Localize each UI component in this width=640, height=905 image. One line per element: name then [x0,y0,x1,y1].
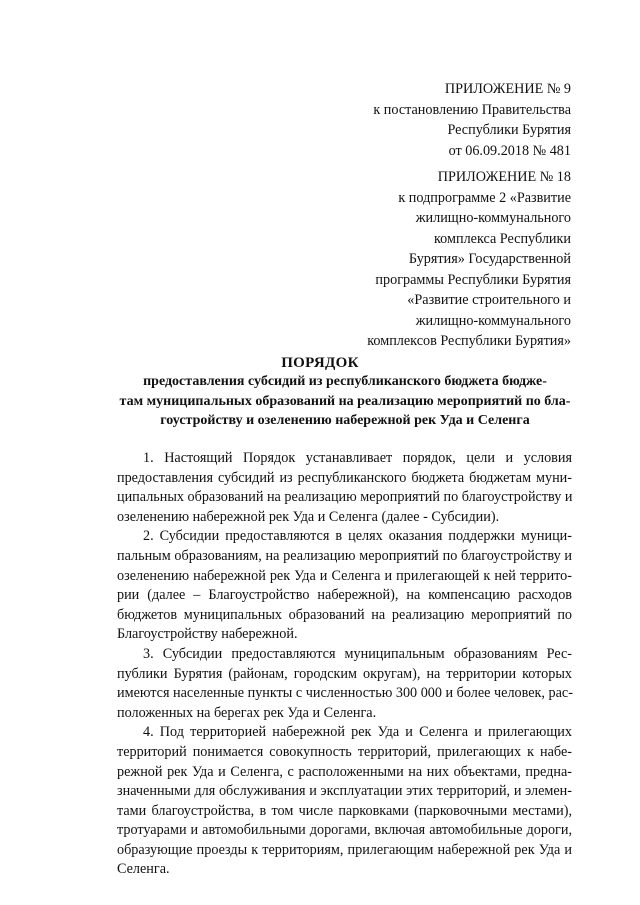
paragraph-line: ципальных образований на реализацию мероприятий по благоустройству и [117,489,573,506]
paragraph-line: тами благоустройства, в том числе парковками (парковочными местами), [117,802,572,819]
appendix-18-line: к подпрограмме 2 «Развитие [398,189,571,206]
appendix-18-line: комплекса Республики [434,230,571,247]
appendix-18-line: Бурятия» Государственной [408,251,571,267]
appendix-18-line: комплексов Республики Бурятия» [367,333,571,349]
paragraph-line: 2. Субсидии предоставляются в целях оказания поддержки муници- [143,528,572,545]
subtitle-line: предоставления субсидий из республиканского бюджета бюдже- [143,374,547,389]
paragraph-line: значенными для обслуживания и эксплуатации этих территорий, и элемен- [117,783,572,800]
paragraph-line: положенных на берегах рек Уда и Селенга. [117,704,377,721]
document-subtitle [118,372,572,431]
paragraph-line: Благоустройству набережной. [117,626,298,643]
appendix-18-header [367,167,571,352]
appendix-18-number: ПРИЛОЖЕНИЕ № 18 [437,169,571,185]
appendix-9-republic: Республики Бурятия [447,122,571,138]
paragraph-3 [117,645,572,723]
appendix-9-header [373,79,571,161]
paragraph-1 [117,449,572,527]
paragraph-line: пальным образованиям, на реализацию мероприятий по благоустройству и [117,547,572,564]
paragraph-line: 4. Под территорией набережной рек Уда и Селенга и прилегающих [143,724,572,741]
paragraph-line: публики Бурятия (районам, городским округам), на территории которых [117,665,572,682]
appendix-18-line: жилищно-коммунального [415,312,571,329]
paragraph-line: бюджетов муниципальных образований на реализацию мероприятий по [117,606,572,623]
appendix-9-resolution: к постановлению Правительства [373,101,571,118]
paragraph-line: озеленению набережной рек Уда и Селенга (далее - Субсидии). [117,508,500,525]
paragraph-line: 3. Субсидии предоставляются муниципальным образованиям Рес- [143,645,572,662]
paragraph-line: озеленению набережной рек Уда и Селенга и прилегающей к ней террито- [117,567,572,584]
document-body [117,449,572,880]
paragraph-line: режной рек Уда и Селенга, с расположенными на них объектами, предна- [117,763,572,780]
appendix-18-line: жилищно-коммунального [415,210,571,226]
paragraph-line: образующие проезды к территориям, прилегающим набережной рек Уда и [117,841,572,858]
paragraph-2 [117,527,572,645]
paragraph-line: тротуарами и автомобильными дорогами, включая автомобильные дороги, [117,822,572,839]
paragraph-line: территорий понимается совокупность территорий, прилегающих к набе- [117,743,572,760]
paragraph-line: предоставления субсидий из республиканского бюджета бюджетам муни- [117,469,572,486]
appendix-18-line: «Развитие строительного и [407,292,571,308]
appendix-9-date: от 06.09.2018 № 481 [448,142,571,159]
paragraph-line: рии (далее – Благоустройство набережной), на компенсацию расходов [117,587,572,604]
paragraph-line: Селенга. [117,861,170,878]
document-title: ПОРЯДОК [281,355,359,371]
paragraph-line: 1. Настоящий Порядок устанавливает порядок, цели и условия [143,450,572,466]
paragraph-4 [117,723,572,880]
appendix-18-line: программы Республики Бурятия [375,271,571,288]
subtitle-line: там муниципальных образований на реализацию мероприятий по бла- [119,393,571,409]
appendix-9-number: ПРИЛОЖЕНИЕ № 9 [444,81,571,97]
subtitle-line: гоустройству и озеленению набережной рек Уда и Селенга [160,413,530,428]
paragraph-line: имеются населенные пункты с численностью 300 000 и более человек, рас- [117,685,573,702]
